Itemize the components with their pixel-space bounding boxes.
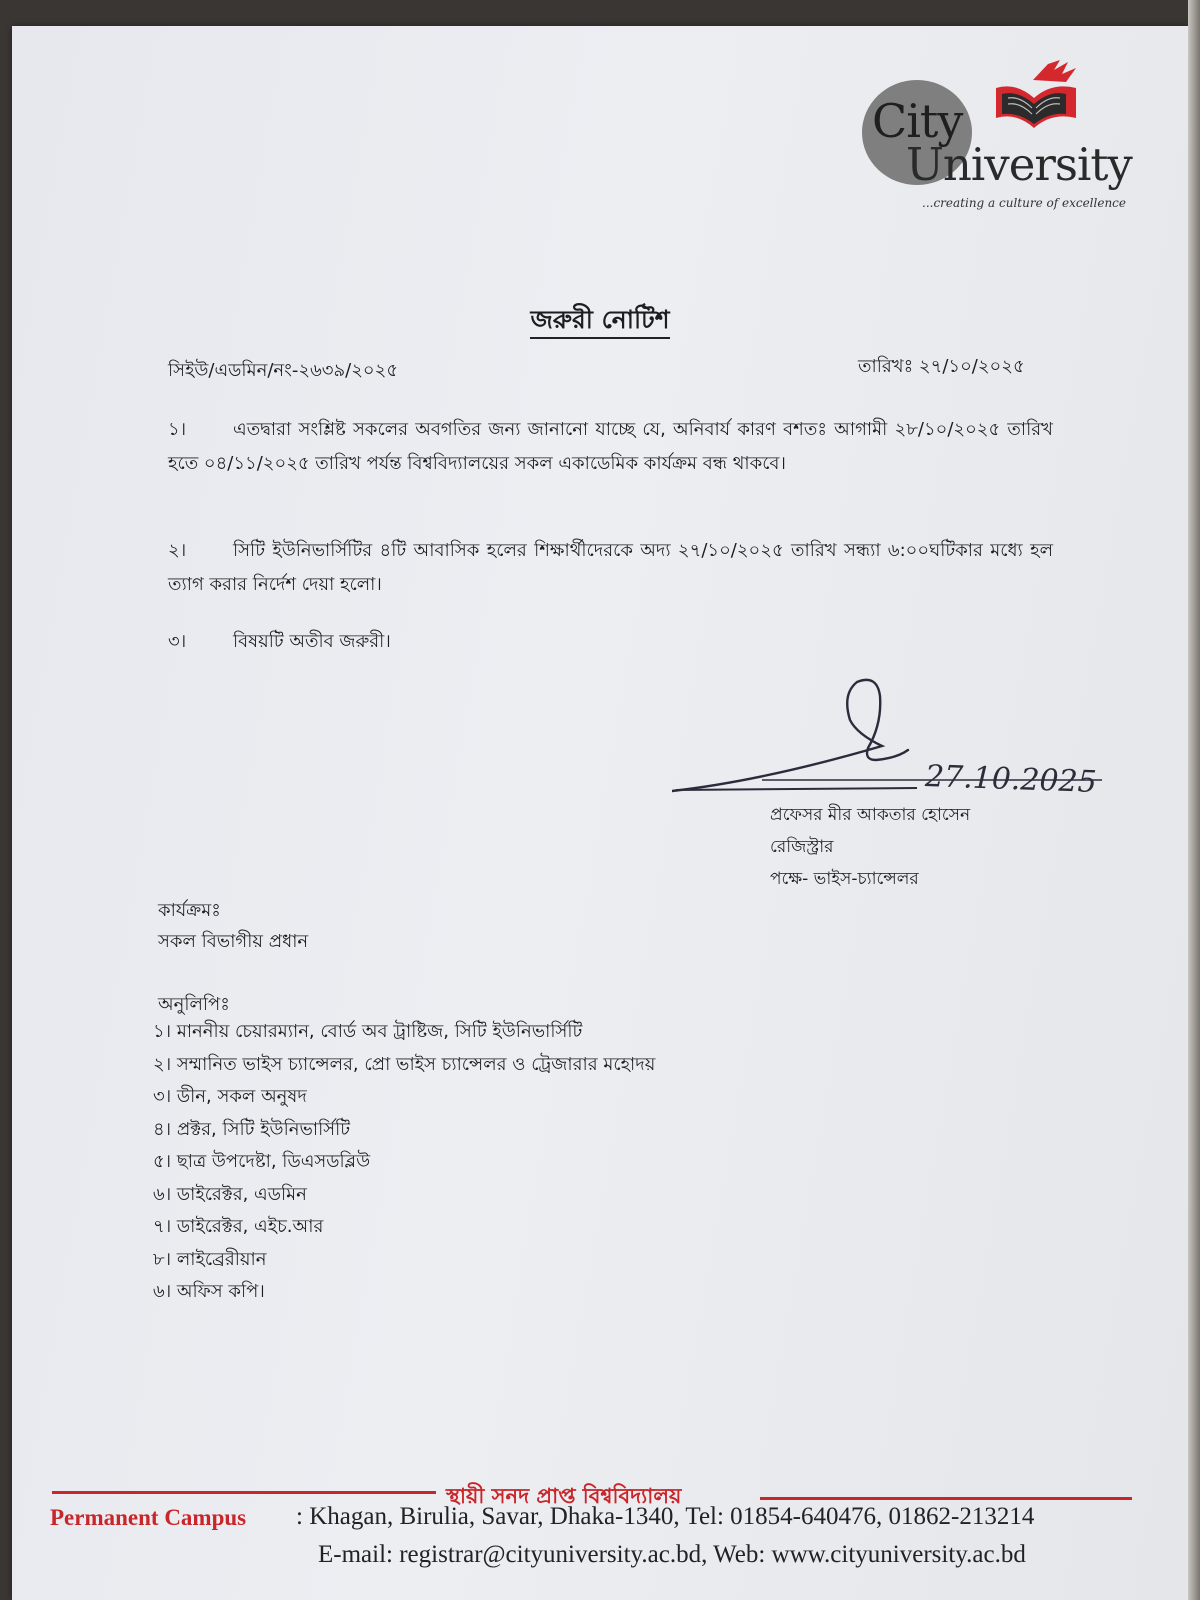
copies-label: অনুলিপিঃ — [158, 994, 230, 1015]
paragraph-number: ১। — [168, 419, 187, 440]
copies-list — [153, 1016, 655, 1309]
logo-text-city: City — [872, 94, 963, 148]
footer-contact: E-mail: registrar@cityuniversity.ac.bd, Web: www.cityuniversity.ac.bd — [318, 1541, 1026, 1568]
list-item: ৫। ছাত্র উপদেষ্টা, ডিএসডব্লিউ — [153, 1151, 371, 1172]
paragraph-1 — [168, 413, 1053, 481]
paper-edge-shadow — [1188, 0, 1200, 1600]
signer-on-behalf: পক্ষে- ভাইস-চ্যান্সেলর — [770, 869, 919, 889]
paragraph-3 — [168, 625, 1053, 659]
notice-title-wrapper — [0, 300, 1200, 343]
list-item: ৭। ডাইরেক্টর, এইচ.আর — [153, 1216, 324, 1237]
open-book-icon — [988, 58, 1083, 138]
footer-divider-left — [52, 1491, 436, 1494]
list-item: ৬। অফিস কপি। — [153, 1281, 265, 1302]
paragraph-text: এতদ্বারা সংশ্লিষ্ট সকলের অবগতির জন্য জানানো যাচ্ছে যে, অনিবার্য কারণ বশতঃ আগামী ২৮/১০/২০২৫ তারিখ হতে ০৪/১১/২০২৫ তারিখ পর্যন্ত বিশ্ববিদ্যালয়ের সকল একাডেমিক কার্যক্রম বন্ধ থাকবে। — [168, 419, 1053, 474]
paragraph-number: ৩। — [168, 631, 187, 652]
logo-text-university: University — [906, 138, 1132, 191]
signature-date: 27.10.2025 — [924, 759, 1098, 800]
paragraph-text: সিটি ইউনিভার্সিটির ৪টি আবাসিক হলের শিক্ষার্থীদেরকে অদ্য ২৭/১০/২০২৫ তারিখ সন্ধ্যা ৬:০০ঘটিকার মধ্যে হল ত্যাগ করার নির্দেশ দেয়া হলো। — [168, 540, 1053, 595]
action-label: কার্যক্রমঃ — [158, 900, 221, 921]
reference-number: সিইউ/এডমিন/নং-২৬৩৯/২০২৫ — [168, 360, 399, 381]
university-logo — [862, 58, 1132, 218]
action-recipient: সকল বিভাগীয় প্রধান — [158, 931, 309, 952]
list-item: ৮। লাইব্রেরীয়ান — [153, 1248, 267, 1270]
footer-campus-label: Permanent Campus — [50, 1505, 247, 1530]
paragraph-number: ২। — [168, 540, 187, 561]
signer-name: প্রফেসর মীর আকতার হোসেন — [770, 805, 971, 825]
notice-title: জরুরী নোটিশ — [530, 305, 669, 339]
paragraph-text: বিষয়টি অতীব জরুরী। — [233, 631, 391, 652]
footer-address: : Khagan, Birulia, Savar, Dhaka-1340, Tel: 01854-640476, 01862-213214 — [296, 1503, 1035, 1530]
list-item: ৬। ডাইরেক্টর, এডমিন — [153, 1183, 307, 1205]
signer-designation: রেজিস্ট্রার — [770, 837, 834, 857]
footer-tagline: স্থায়ী সনদ প্রাপ্ত বিশ্ববিদ্যালয় — [446, 1484, 682, 1508]
paragraph-2 — [168, 534, 1053, 602]
list-item: ২। সম্মানিত ভাইস চ্যান্সেলর, প্রো ভাইস চ্যান্সেলর ও ট্রেজারার মহোদয় — [153, 1053, 656, 1075]
logo-tagline: ...creating a culture of excellence — [922, 196, 1126, 210]
footer-divider-right — [760, 1497, 1132, 1500]
list-item: ১। মাননীয় চেয়ারম্যান, বোর্ড অব ট্রাষ্টিজ, সিটি ইউনিভার্সিটি — [153, 1021, 583, 1042]
notice-date: তারিখঃ ২৭/১০/২০২৫ — [858, 356, 1025, 377]
list-item: ৪। প্রক্টর, সিটি ইউনিভার্সিটি — [153, 1118, 351, 1140]
list-item: ৩। ডীন, সকল অনুষদ — [153, 1086, 307, 1107]
